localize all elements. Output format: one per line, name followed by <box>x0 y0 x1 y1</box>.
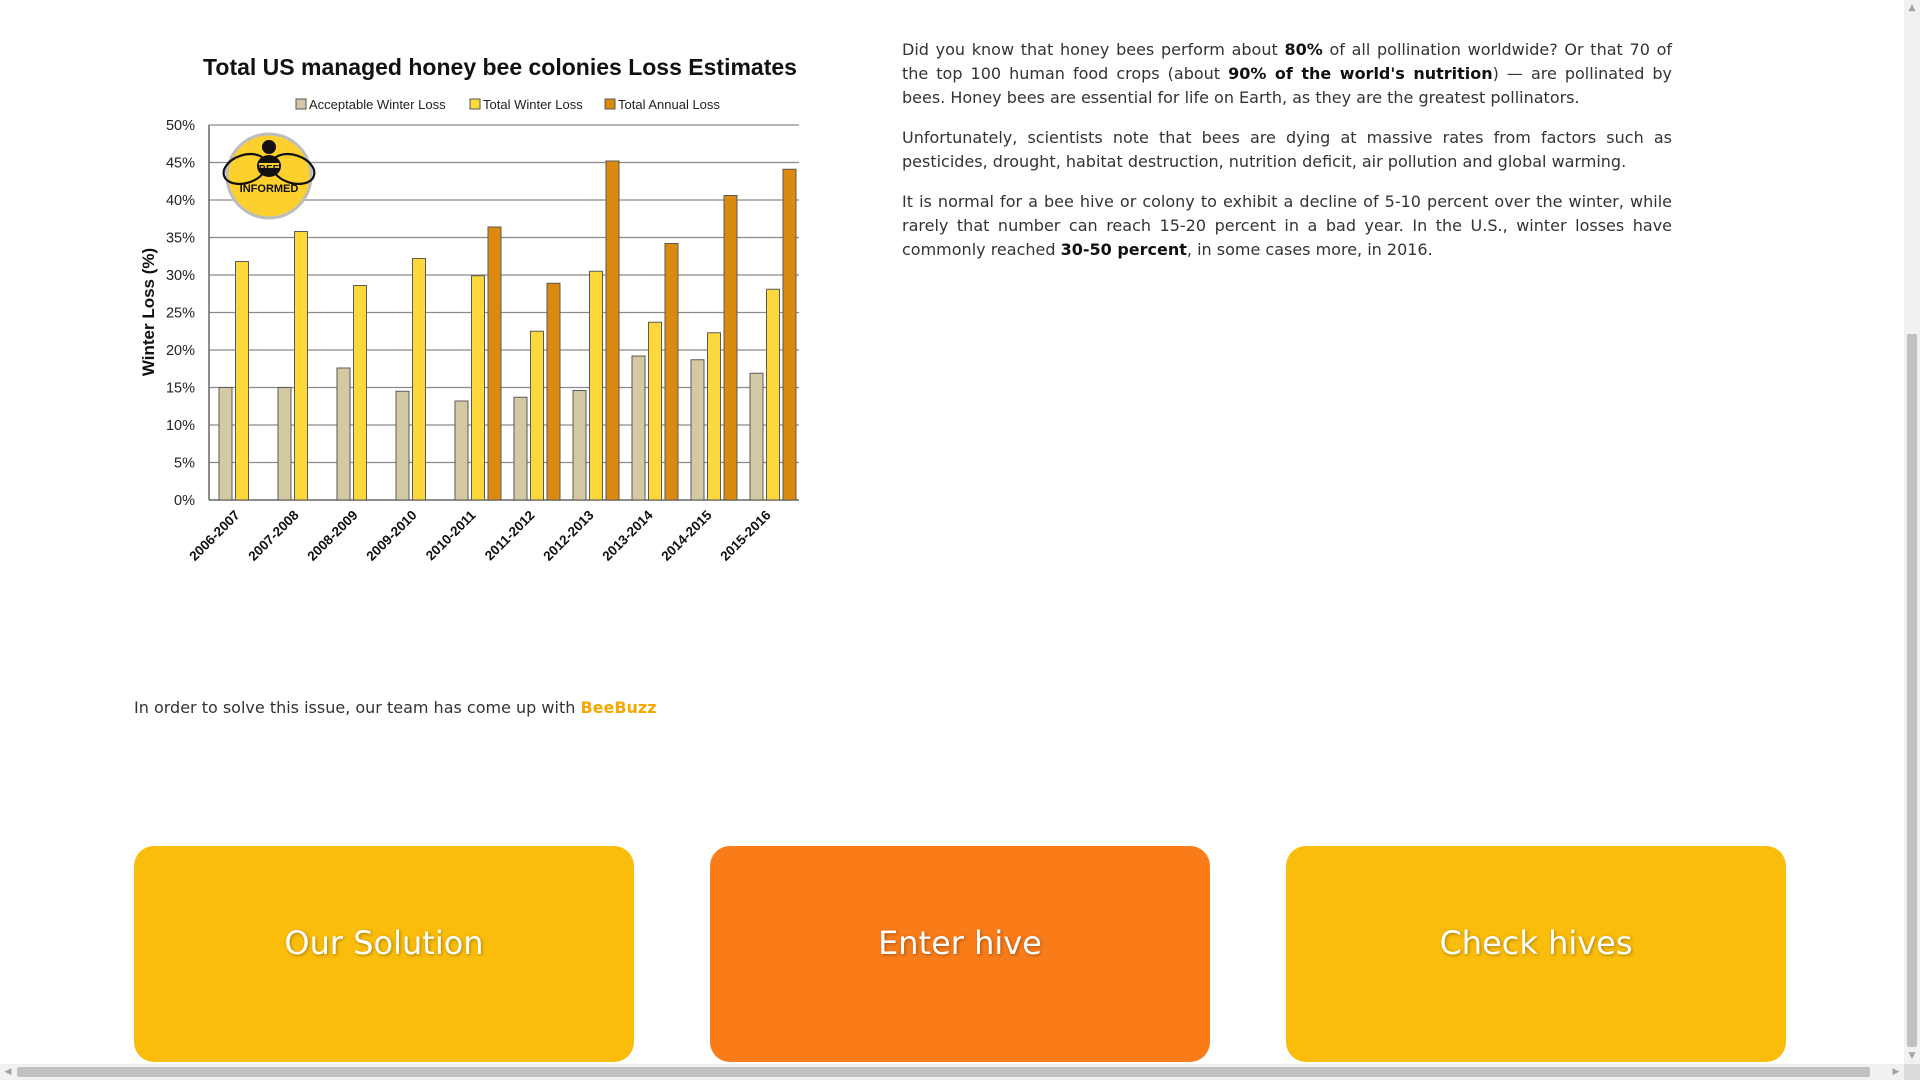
bar-acceptable-winter-loss <box>514 397 527 500</box>
bar-acceptable-winter-loss <box>632 356 645 500</box>
chart-legend <box>296 97 720 112</box>
chart-x-ticks <box>186 507 774 564</box>
y-tick-label: 5% <box>174 455 195 472</box>
bar-total-winter-loss <box>708 333 721 500</box>
intro-p3-bold-1: 30-50 percent <box>1060 240 1187 259</box>
x-tick-label: 2015-2016 <box>717 507 774 564</box>
intro-p1-bold-1: 80% <box>1284 40 1323 59</box>
horizontal-scroll-thumb[interactable] <box>17 1067 1870 1077</box>
horizontal-scrollbar[interactable] <box>0 1064 1904 1080</box>
bar-total-annual-loss <box>665 244 678 501</box>
x-tick-label: 2013-2014 <box>599 507 656 564</box>
y-tick-label: 0% <box>174 493 195 509</box>
x-tick-label: 2006-2007 <box>186 507 243 564</box>
y-tick-label: 10% <box>165 418 195 434</box>
bar-total-annual-loss <box>488 227 501 500</box>
intro-p1-text-2: of all pollination worldwide? Or that 70 of the top 100 human food crops (about <box>902 40 1673 83</box>
bar-total-annual-loss <box>606 161 619 500</box>
bar-total-annual-loss <box>783 169 796 500</box>
bar-total-winter-loss <box>472 276 485 500</box>
x-tick-label: 2007-2008 <box>245 507 302 564</box>
bar-total-winter-loss <box>649 322 662 500</box>
scroll-down-icon[interactable]: ▼ <box>1908 1051 1916 1061</box>
scrollbar-corner <box>1904 1064 1920 1080</box>
scroll-right-icon[interactable]: ▶ <box>1892 1067 1900 1077</box>
intro-p3-text-2: , in some cases more, in 2016. <box>1186 240 1433 259</box>
bar-acceptable-winter-loss <box>573 391 586 501</box>
legend-swatch <box>605 99 615 109</box>
x-tick-label: 2012-2013 <box>540 507 597 564</box>
our-solution-button[interactable] <box>134 846 634 1062</box>
chart-y-ticks <box>166 118 195 509</box>
solve-line <box>134 698 657 717</box>
bar-total-winter-loss <box>413 259 426 501</box>
x-tick-label: 2011-2012 <box>481 507 538 564</box>
intro-p1-text-3: ) — are pollinated by bees. Honey bees are essential for life on Earth, as they are the greatest pollinators. <box>902 64 1673 107</box>
y-tick-label: 40% <box>165 193 195 209</box>
bar-total-annual-loss <box>724 196 737 501</box>
bar-total-winter-loss <box>236 262 249 501</box>
intro-paragraph-2: Unfortunately, scientists note that bees are dying at massive rates from factors such as pesticides, drought, habitat destruction, nutrition deficit, air pollution and global warming. <box>902 128 1672 171</box>
bar-total-winter-loss <box>531 331 544 500</box>
bar-total-winter-loss <box>767 289 780 500</box>
y-tick-label: 35% <box>165 230 195 247</box>
x-tick-label: 2008-2009 <box>304 507 361 564</box>
x-tick-label: 2010-2011 <box>422 507 479 564</box>
bee-informed-logo <box>220 134 318 218</box>
enter-hive-label: Enter hive <box>878 924 1042 962</box>
logo-text-bee: BEE <box>258 164 280 175</box>
y-tick-label: 25% <box>165 305 195 322</box>
logo-text-informed: INFORMED <box>239 183 299 195</box>
intro-p1-bold-2: 90% of the world's nutrition <box>1228 64 1493 83</box>
x-tick-label: 2009-2010 <box>363 507 420 564</box>
legend-label: Total Winter Loss <box>483 97 583 112</box>
bar-total-annual-loss <box>547 283 560 500</box>
bar-acceptable-winter-loss <box>396 391 409 500</box>
check-hives-label: Check hives <box>1439 924 1633 962</box>
bar-total-winter-loss <box>354 286 367 501</box>
intro-p1-text-1: Did you know that honey bees perform about <box>902 40 1285 59</box>
y-tick-label: 15% <box>165 380 195 397</box>
bar-total-winter-loss <box>295 232 308 501</box>
vertical-scrollbar[interactable] <box>1904 0 1920 1064</box>
scroll-up-icon[interactable]: ▲ <box>1908 3 1916 13</box>
vertical-scroll-thumb[interactable] <box>1907 334 1917 1047</box>
chart-svg <box>130 40 820 600</box>
intro-paragraph-1 <box>902 38 1672 110</box>
bar-acceptable-winter-loss <box>219 388 232 501</box>
bar-acceptable-winter-loss <box>278 388 291 501</box>
legend-swatch <box>470 99 480 109</box>
loss-estimates-chart <box>130 40 820 600</box>
y-tick-label: 20% <box>165 343 195 359</box>
x-tick-label: 2014-2015 <box>658 507 715 564</box>
legend-label: Acceptable Winter Loss <box>309 97 446 112</box>
legend-label: Total Annual Loss <box>618 97 720 112</box>
bar-acceptable-winter-loss <box>337 368 350 500</box>
bar-acceptable-winter-loss <box>455 401 468 500</box>
y-tick-label: 50% <box>165 118 195 134</box>
enter-hive-button[interactable] <box>710 846 1210 1062</box>
y-tick-label: 30% <box>165 268 195 284</box>
intro-paragraph-3 <box>902 190 1672 262</box>
scroll-left-icon[interactable]: ◀ <box>4 1067 12 1077</box>
brand-name: BeeBuzz <box>580 698 657 717</box>
bar-acceptable-winter-loss <box>750 373 763 500</box>
our-solution-label: Our Solution <box>284 924 484 962</box>
chart-y-axis-label: Winter Loss (%) <box>139 247 158 377</box>
check-hives-button[interactable] <box>1286 846 1786 1062</box>
legend-swatch <box>296 99 306 109</box>
bar-total-winter-loss <box>590 271 603 500</box>
chart-title: Total US managed honey bee colonies Loss Estimates <box>203 54 797 80</box>
intro-text <box>902 38 1672 278</box>
intro-p3-text-1: It is normal for a bee hive or colony to exhibit a decline of 5-10 percent over the winter, while rarely that number can reach 15-20 percent in a bad year. In the U.S., winter losses have commonly reached <box>902 192 1672 259</box>
chart-bars <box>219 161 796 500</box>
solve-text: In order to solve this issue, our team has come up with <box>134 698 581 717</box>
bar-acceptable-winter-loss <box>691 360 704 500</box>
y-tick-label: 45% <box>165 155 195 172</box>
